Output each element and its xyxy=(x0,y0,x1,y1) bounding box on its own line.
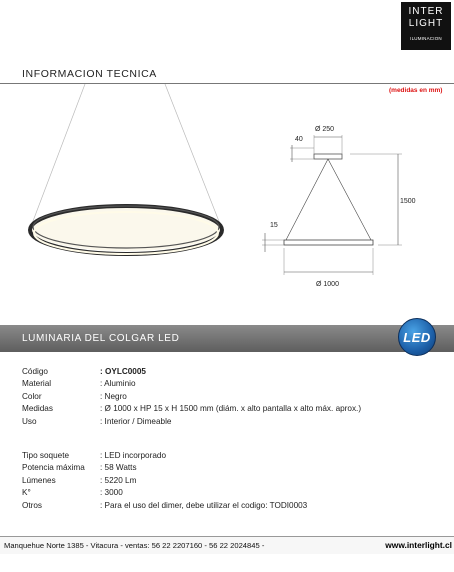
spec-key: Código xyxy=(22,367,48,376)
product-banner xyxy=(0,325,454,352)
spec-group-general xyxy=(22,366,422,428)
spec-key: Color xyxy=(22,391,42,401)
dimension-diagram xyxy=(250,115,454,295)
section-title: INFORMACION TECNICA xyxy=(22,68,157,80)
spec-key: Material xyxy=(22,379,52,389)
dim-canopy-height: 40 xyxy=(295,136,303,143)
spec-key: Tipo soquete xyxy=(22,451,70,460)
dim-ring-diameter: Ø 1000 xyxy=(316,281,339,288)
ring-shape xyxy=(284,240,373,245)
canopy-shape xyxy=(314,154,342,159)
spec-row xyxy=(22,391,422,403)
spec-row xyxy=(22,366,422,378)
spec-value: : Aluminio xyxy=(100,379,136,389)
spec-value: : 3000 xyxy=(100,488,123,498)
spec-value: : 5220 Lm xyxy=(100,475,137,485)
spec-row xyxy=(22,487,422,499)
spec-group-electrical xyxy=(22,450,422,512)
spec-key: Otros xyxy=(22,500,43,510)
spec-value: : Para el uso del dimer, debe utilizar el codigo: TODI0003 xyxy=(100,500,308,510)
spec-value: : LED incorporado xyxy=(100,451,166,460)
spec-key: Lúmenes xyxy=(22,475,56,485)
spec-key: Uso xyxy=(22,416,37,426)
brand-line2: LIGHT xyxy=(408,18,444,29)
spec-value: : OYLC0005 xyxy=(100,367,146,376)
led-badge-icon xyxy=(398,318,436,356)
banner-title: LUMINARIA DEL COLGAR LED xyxy=(22,333,180,344)
spec-row xyxy=(22,378,422,390)
spec-row xyxy=(22,475,422,487)
spec-value: : Interior / Dimeable xyxy=(100,416,172,426)
footer xyxy=(0,536,454,554)
footer-website-link[interactable]: www.interlight.cl xyxy=(385,540,452,550)
spec-value: : Negro xyxy=(100,391,127,401)
brand-logo xyxy=(401,2,451,50)
spec-value: : 58 Watts xyxy=(100,463,137,473)
product-image xyxy=(0,84,250,304)
spec-key: Potencia máxima xyxy=(22,463,85,473)
footer-contact: Manquehue Norte 1385 - Vitacura - ventas: 56 22 2207160 - 56 22 2024845 - xyxy=(4,541,265,550)
dim-ring-height: 15 xyxy=(270,222,278,229)
led-badge-label: LED xyxy=(403,330,431,345)
spec-row xyxy=(22,416,422,428)
spec-row xyxy=(22,403,422,415)
units-note: (medidas en mm) xyxy=(389,87,443,94)
spec-row xyxy=(22,462,422,474)
brand-line1: INTER xyxy=(408,6,444,17)
spec-row xyxy=(22,450,422,462)
brand-line3: ILUMINACION xyxy=(410,36,442,41)
spec-value: : Ø 1000 x HP 15 x H 1500 mm (diám. x alto pantalla x alto máx. aprox.) xyxy=(100,404,362,414)
dim-total-height: 1500 xyxy=(400,198,416,205)
spec-key: Medidas xyxy=(22,404,53,414)
dim-canopy-diameter: Ø 250 xyxy=(315,126,335,133)
spec-key: K° xyxy=(22,488,31,498)
spec-row xyxy=(22,500,422,512)
